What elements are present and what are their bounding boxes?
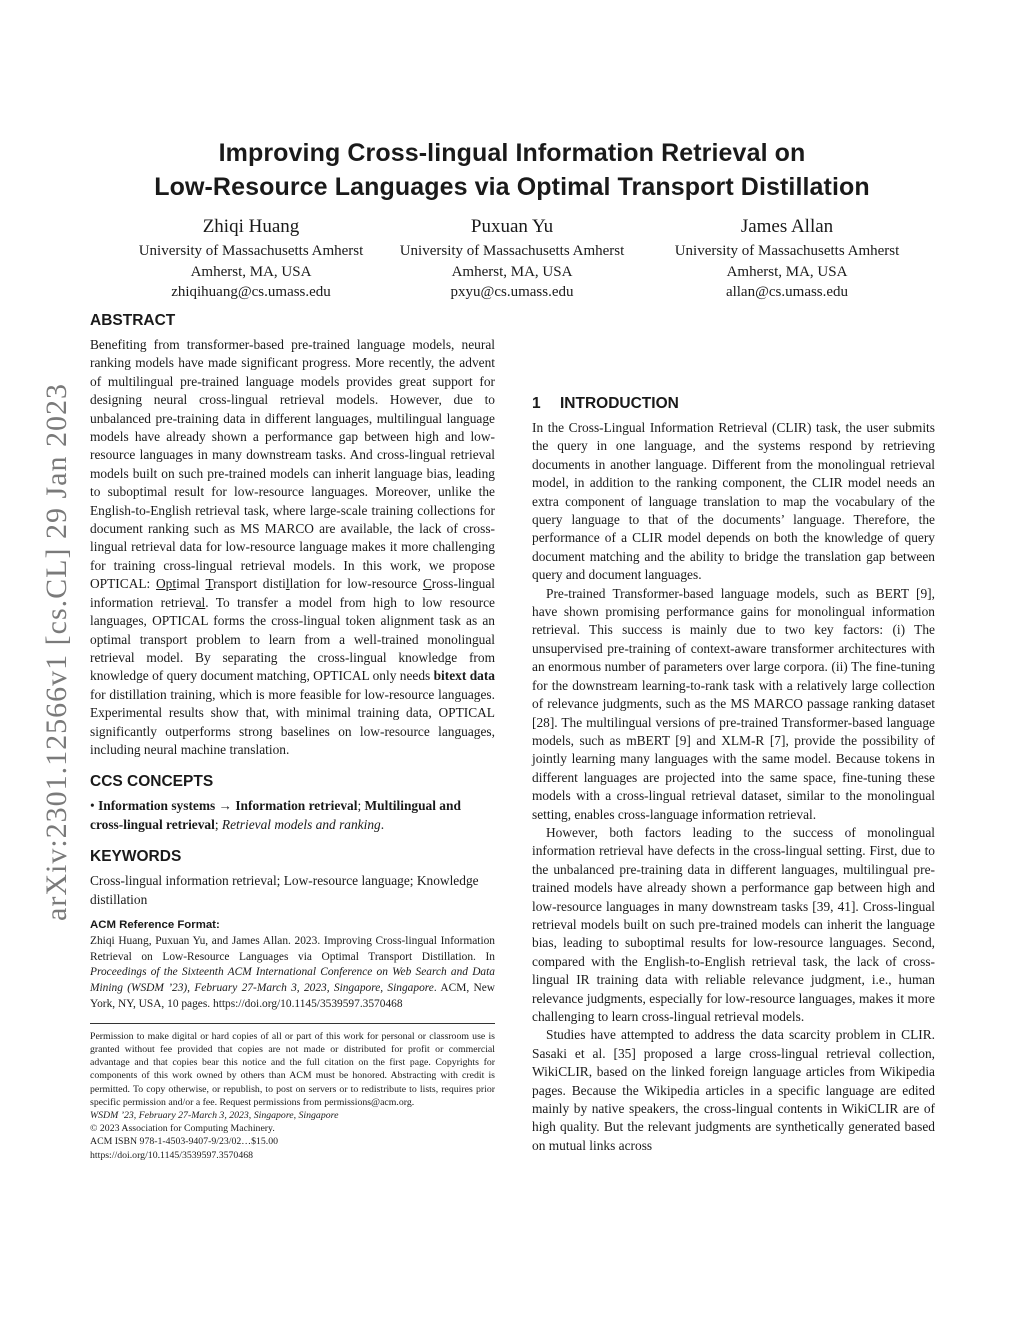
acm-reference-text: Zhiqi Huang, Puxuan Yu, and James Allan. 2023. Improving Cross-lingual Information Retrieval on Low-Resource Languages via Optimal Transport Distillation. In Proceedings of the Sixteenth ACM International Conference on Web Search and Data Mining (WSDM ’23), February 27-March 3, 2023, Singapore, Singapore. ACM, New York, NY, USA, 10 pages. https://doi.org/10.1145/3539597.3570468 (90, 934, 495, 1010)
paper-title (0, 136, 1024, 204)
section-title: INTRODUCTION (560, 395, 679, 412)
author-affiliation: University of Massachusetts Amherst (399, 243, 625, 259)
author-2 (367, 214, 657, 303)
author-location: Amherst, MA, USA (451, 263, 573, 280)
left-column (90, 310, 495, 1162)
author-email[interactable]: pxyu@cs.umass.edu (450, 284, 574, 300)
permission-footer (90, 1030, 495, 1162)
footer-copyright: © 2023 Association for Computing Machinery. (90, 1123, 275, 1135)
author-email[interactable]: allan@cs.umass.edu (725, 284, 849, 300)
author-location: Amherst, MA, USA (726, 263, 848, 280)
intro-heading (532, 393, 935, 415)
intro-paragraph-4: Studies have attempted to address the data scarcity problem in CLIR. Sasaki et al. [35] proposed a large cross-lingual retrieval collection, WikiCLIR, based on the linked foreign language articles from Wikipedia pages. Because the Wikipedia articles in a specific language are edited mainly by native speakers, the cross-lingual contents in WikiCLIR are of high quality. But the relevant judgments are synthetically generated based on mutual links across (532, 1027, 935, 1153)
author-name: James Allan (740, 216, 834, 237)
author-affiliation: University of Massachusetts Amherst (674, 243, 900, 259)
ccs-heading: CCS CONCEPTS (90, 773, 214, 791)
section-number: 1 (532, 395, 541, 412)
keywords-heading: KEYWORDS (90, 848, 182, 866)
right-column (532, 313, 935, 1155)
author-email[interactable]: zhiqihuang@cs.umass.edu (171, 284, 331, 300)
author-affiliation: University of Massachusetts Amherst (138, 243, 364, 259)
acronym-expansion: Optimal Transport distillation for low-resource Cross-lingual information retrieval (90, 576, 496, 610)
permission-text: Permission to make digital or hard copies of all or part of this work for personal or classroom use is granted without fee provided that copies are not made or distributed for profit or commercial advantage and that copies bear this notice and the full citation on the first page. Copyrights for components of this work owned by others than ACM must be honored. Abstracting with credit is permitted. To copy otherwise, or republish, to post on servers or to redistribute to lists, requires prior specific permission and/or a fee. Request permissions from permissions@acm.org. (90, 1030, 495, 1108)
acm-reference-heading: ACM Reference Format: (90, 918, 220, 931)
abstract-text: Benefiting from transformer-based pre-trained language models, neural ranking models have made significant progress. More recently, the advent of multilingual pre-trained language models provides great support for designing neural cross-lingual retrieval models. However, due to unbalanced pre-training data in different languages, multilingual language models have already shown a performance gap between high and low-resource languages in many downstream tasks. And cross-lingual retrieval models built on such pre-trained models can inherit language bias, leading to suboptimal result for low-resource languages. Moreover, unlike the English-to-English retrieval task, where large-scale training collections for document ranking such as MS MARCO are available, the lack of cross-lingual retrieval data for low-resource language makes it more challenging for training cross-lingual retrieval models. In this work, we propose OPTICAL: Optimal Transport distillation for low-resource Cross-lingual information retrieval. To transfer a model from high to low resource languages, OPTICAL forms the cross-lingual token alignment task as an optimal transport problem to learn from a well-trained monolingual retrieval model. By separating the cross-lingual knowledge from knowledge of query document matching, OPTICAL only needs bitext data for distillation training, which is more feasible for low-resource languages. Experimental results show that, with minimal training data, OPTICAL significantly outperforms strong baselines on low-resource languages, including neural machine translation. (90, 337, 496, 757)
footer-divider (90, 1023, 495, 1024)
footer-isbn: ACM ISBN 978-1-4503-9407-9/23/02…$15.00 (90, 1136, 279, 1148)
intro-paragraph-3: However, both factors leading to the success of monolingual information retrieval have defects in the cross-lingual setting. First, due to the unbalanced pre-training data in different languages, multilingual pre-trained models have already shown a performance gap between high and low-resource languages in many downstream tasks [39, 41]. Cross-lingual retrieval models built on such pre-trained models can inherit the language bias, leading to suboptimal results for low-resource languages. Second, compared with the English-to-English retrieval task, the lack of cross-lingual IR training data with reliable relevance judgment, i.e., human relevance judgments, especially for low-resource languages, makes it more challenging to learn cross-lingual retrieval models. (532, 824, 935, 1024)
abstract-heading: ABSTRACT (90, 312, 176, 329)
arxiv-id[interactable]: arXiv:2301.12566v1 [cs.CL] 29 Jan 2023 (40, 383, 73, 921)
author-name: Puxuan Yu (470, 216, 554, 237)
author-3 (642, 214, 932, 303)
acm-reference (90, 918, 495, 1013)
ccs-concepts: • Information systems → Information retrieval; Multilingual and cross-lingual retrieval; Retrieval models and ranking. (90, 798, 461, 832)
author-location: Amherst, MA, USA (190, 263, 312, 280)
title-line-2: Low-Resource Languages via Optimal Transport Distillation (154, 173, 870, 201)
author-1 (106, 214, 396, 303)
author-name: Zhiqi Huang (202, 216, 300, 237)
footer-venue: WSDM ’23, February 27-March 3, 2023, Singapore, Singapore (90, 1109, 339, 1121)
keywords-text: Cross-lingual information retrieval; Low-resource language; Knowledge distillation (90, 873, 479, 907)
intro-paragraph-1: In the Cross-Lingual Information Retrieval (CLIR) task, the user submits the query in one language, and the systems respond by retrieving documents in another language. Different from the monolingual retrieval model, in addition to the ranking component, the CLIR model needs an extra component of language translation to map the vocabulary of the query language to that of the documents’ language. Therefore, the performance of a CLIR model depends on both the knowledge of query document matching and the ability to bridge the translation gap between query and document languages. (532, 420, 935, 583)
footer-doi[interactable]: https://doi.org/10.1145/3539597.3570468 (90, 1149, 254, 1161)
intro-paragraph-2: Pre-trained Transformer-based language models, such as BERT [9], have shown promising performance gains for monolingual information retrieval. This success is mainly due to two key factors: (i) The unsupervised pre-training of context-aware transformer architectures with an enormous number of parameters over large corpora. (ii) The fine-tuning for the downstream learning-to-rank task with a relatively large collection of relevance judgments, such as the MS MARCO passage ranking dataset [28]. The multilingual versions of pre-trained Transformer-based language models, such as mBERT [9] and XLM-R [7], provide the possibility of jointly learning many languages with the same model. Because tokens in different languages are projected into the same space, fine-tuning these models with a cross-lingual retrieval dataset, similar to the monolingual setting, enables cross-language information retrieval. (532, 585, 935, 822)
title-line-1: Improving Cross-lingual Information Retrieval on (218, 139, 806, 167)
